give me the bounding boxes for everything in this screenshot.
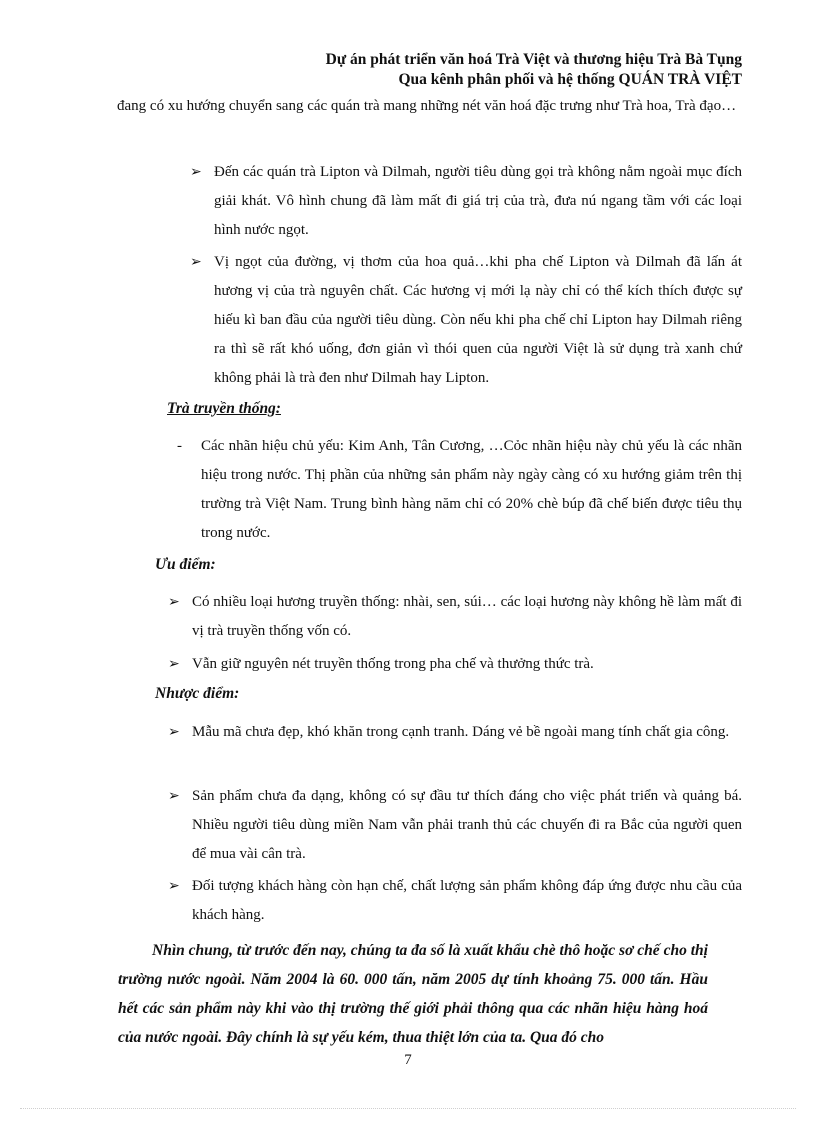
list-item-text: Có nhiều loại hương truyền thống: nhài, sen, súi… các loại hương này không hề làm mất đi vị trà truyền thống vốn có. xyxy=(192,594,742,639)
header-line-1: Dự án phát triển văn hoá Trà Việt và thương hiệu Trà Bà Tụng xyxy=(325,51,742,68)
arrow-bullet-icon: ➢ xyxy=(168,725,180,740)
list-item xyxy=(177,432,742,548)
page-bottom-divider xyxy=(20,1108,796,1109)
section-heading-advantages: Ưu điểm: xyxy=(155,556,216,573)
list-item-text: Đến các quán trà Lipton và Dilmah, người tiêu dùng gọi trà không nằm ngoài mục đích giải khát. Vô hình chung đã làm mất đi giá trị của trà, đưa nú ngang tầm với các loại hình nước ngọt. xyxy=(214,164,742,238)
arrow-bullet-icon: ➢ xyxy=(190,255,202,270)
dash-bullet-icon: - xyxy=(177,438,182,454)
list-item xyxy=(168,718,742,747)
section-heading-disadvantages: Nhược điểm: xyxy=(155,685,240,702)
list-item-text: Đối tượng khách hàng còn hạn chế, chất lượng sản phẩm không đáp ứng được nhu cầu của khách hàng. xyxy=(192,878,742,923)
list-item-text: Vị ngọt của đường, vị thơm của hoa quả…khi pha chế Lipton và Dilmah đã lấn át hương vị của trà nguyên chất. Các hương vị mới lạ này chỉ có thể kích thích được sự hiếu kì ban đầu của người tiêu dùng. Còn nếu khi pha chế chỉ Lipton hay Dilmah riêng ra thì sẽ rất khó uống, đơn giản vì thói quen của người Việt là sử dụng trà xanh chứ không phải là trà đen như Dilmah hay Lipton. xyxy=(214,254,742,386)
arrow-bullet-icon: ➢ xyxy=(168,657,180,672)
conclusion-paragraph: Nhìn chung, từ trước đến nay, chúng ta đa số là xuất khẩu chè thô hoặc sơ chế cho thị trường nước ngoài. Năm 2004 là 60. 000 tấn, năm 2005 dự tính khoảng 75. 000 tấn. Hầu hết các sản phẩm này khi vào thị trường thế giới phải thông qua các nhãn hiệu hàng hoá của nước ngoài. Đây chính là sự yếu kém, thua thiệt lớn của ta. Qua đó cho xyxy=(118,942,708,1046)
list-item xyxy=(168,782,742,869)
list-item xyxy=(190,158,742,245)
list-item xyxy=(168,588,742,646)
section-heading-traditional: Trà truyền thống: xyxy=(167,400,281,417)
list-item xyxy=(190,248,742,393)
list-item xyxy=(168,650,742,679)
list-item-text: Sản phẩm chưa đa dạng, không có sự đầu tư thích đáng cho việc phát triển và quảng bá. Nhiều người tiêu dùng miền Nam vẫn phải tranh thủ các chuyến đi ra Bắc của người quen để mua vài cân trà. xyxy=(192,788,742,862)
arrow-bullet-icon: ➢ xyxy=(190,165,202,180)
list-item-text: Các nhãn hiệu chủ yếu: Kim Anh, Tân Cương, …Cỏc nhãn hiệu này chủ yếu là các nhãn hiệu trong nước. Thị phần của những sản phẩm này ngày càng có xu hướng giảm trên thị trường trà Việt Nam. Trung bình hàng năm chỉ có 20% chè búp đã chế biến được tiêu thụ trong nước. xyxy=(201,438,742,541)
list-item xyxy=(168,872,742,930)
list-item-text: Mẫu mã chưa đẹp, khó khăn trong cạnh tranh. Dáng vẻ bề ngoài mang tính chất gia công. xyxy=(192,724,730,740)
list-item-text: Vẫn giữ nguyên nét truyền thống trong pha chế và thưởng thức trà. xyxy=(192,656,594,672)
header-line-2: Qua kênh phân phối và hệ thống QUÁN TRÀ VIỆT xyxy=(398,71,742,88)
page-number: 7 xyxy=(404,1052,412,1068)
intro-paragraph: đang có xu hướng chuyển sang các quán trà mang những nét văn hoá đặc trưng như Trà hoa, Trà đạo… xyxy=(117,98,737,114)
arrow-bullet-icon: ➢ xyxy=(168,879,180,894)
arrow-bullet-icon: ➢ xyxy=(168,789,180,804)
running-header xyxy=(326,50,742,90)
arrow-bullet-icon: ➢ xyxy=(168,595,180,610)
